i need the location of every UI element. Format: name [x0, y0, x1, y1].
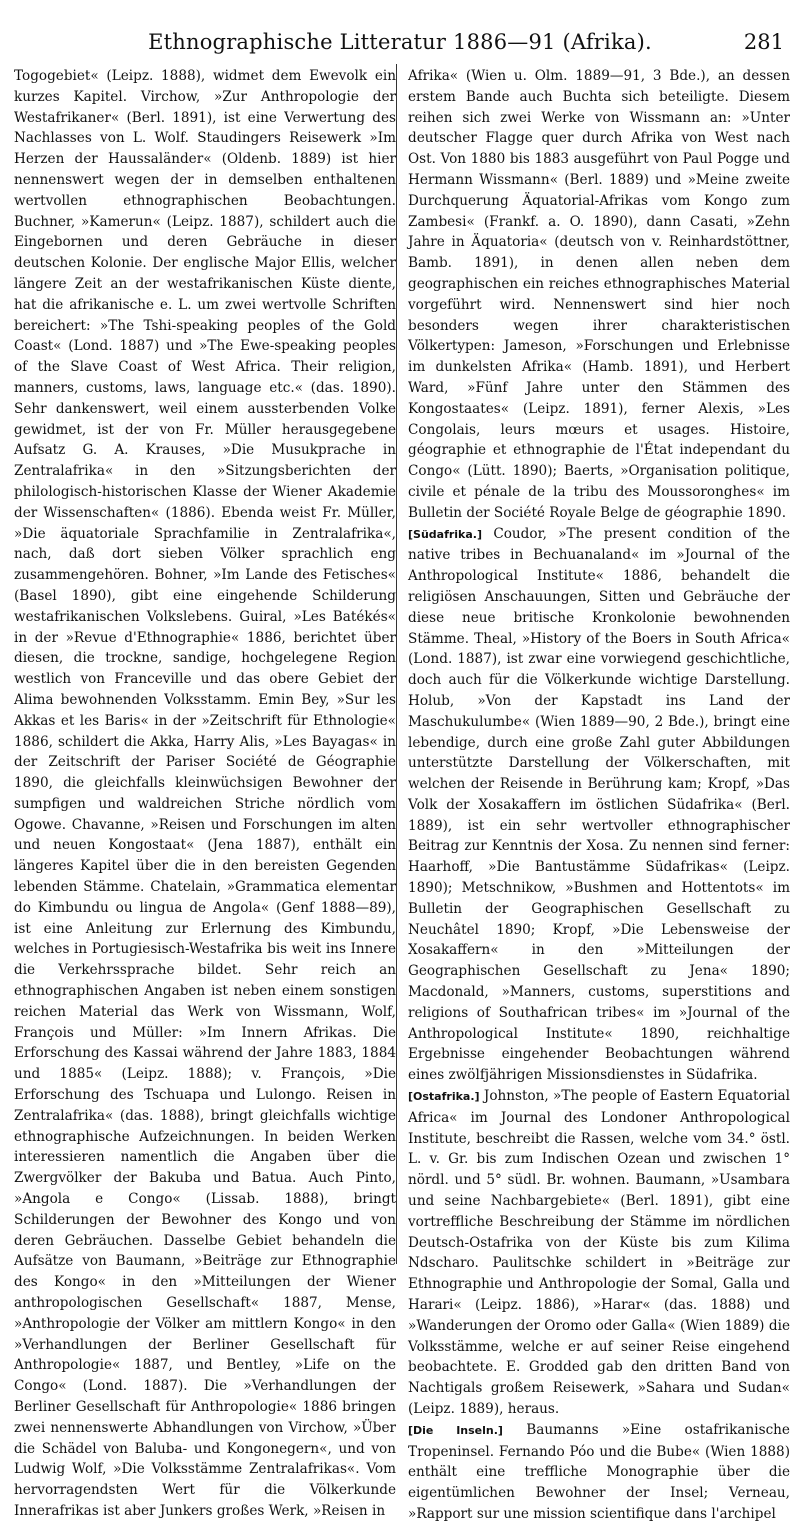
page-number: 281: [743, 30, 784, 54]
paragraph-text: Johnston, »The people of Eastern Equatorial Africa« im Journal des Londoner Anthropological Institute, beschreibt die Rassen, welche vom 34.° östl. L. v. Gr. bis zum Indischen Ozean und zwischen 1° nördl. und 5° südl. Br. wohnen. Baumann, »Usambara und seine Nachbargebiete« (Berl. 1891), gibt eine vortreffliche Beschreibung der Stämme im nördlichen Deutsch-Ostafrika von der Küste bis zum Kilima Ndscharo. Paulitschke schildert in »Beiträge zur Ethnographie und Anthropologie der Somal, Galla und Harari« (Leipz. 1886), »Harar« (das. 1888) und »Wanderungen der Oromo oder Galla« (Wien 1889) die Volksstämme, welche er auf seiner Reise eingehend beobachtete. E. Grodded gab den dritten Band von Nachtigals großem Reisewerk, »Sahara und Sudan« (Leipz. 1889), heraus.: [408, 1088, 790, 1417]
paragraph-text: Afrika« (Wien u. Olm. 1889—91, 3 Bde.), an dessen erstem Bande auch Buchta sich beteiligte. Diesem reihen sich zwei Werke von Wissmann an: »Unter deutscher Flagge quer durch Afrika von West nach Ost. Von 1880 bis 1883 ausgeführt von Paul Pogge und Hermann Wissmann« (Berl. 1889) und »Meine zweite Durchquerung Äquatorial-Afrikas vom Kongo zum Zambesi« (Frankf. a. O. 1890), dann Casati, »Zehn Jahre in Äquatoria« (deutsch von v. Reinhardstöttner, Bamb. 1891), in denen allen neben dem geographischen ein reiches ethnographisches Material vorgeführt wird. Nennenswert sind hier noch besonders wegen ihrer charakteristischen Völkertypen: Jameson, »Forschungen und Erlebnisse im dunkelsten Afrika« (Hamb. 1891), und Herbert Ward, »Fünf Jahre unter den Stämmen des Kongostaates« (Leipz. 1891), ferner Alexis, »Les Congolais, leurs mœurs et usages. Histoire, géographie et ethnographie de l'État independant du Congo« (Lütt. 1890); Baerts, »Organisation politique, civile et pénale de la tribu des Moussoronghes« im Bulletin der Société Royale Belge de géographie 1890.: [408, 68, 790, 521]
running-title: Ethnographische Litteratur 1886—91 (Afrika).: [148, 30, 652, 54]
paragraph: Togogebiet« (Leipz. 1888), widmet dem Ewevolk ein kurzes Kapitel. Virchow, »Zur Anthropologie der Westafrikaner« (Berl. 1891), ist eine Verwertung des Nachlasses von L. Wolf. Staudingers Reisewerk »Im Herzen der Haussaländer« (Oldenb. 1889) ist hier nennenswert wegen der in demselben enthaltenen wertvollen ethnographischen Beobachtungen. Buchner, »Kamerun« (Leipz. 1887), schildert auch die Eingebornen und deren Gebräuche in dieser deutschen Kolonie. Der englische Major Ellis, welcher längere Zeit an der westafrikanischen Küste diente, hat die afrikanische e. L. um zwei wertvolle Schriften bereichert: »The Tshi-speaking peoples of the Gold Coast« (Lond. 1887) und »The Ewe-speaking peoples of the Slave Coast of West Africa. Their religion, manners, customs, laws, language etc.« (das. 1890). Sehr dankenswert, weil einem aussterbenden Volke gewidmet, ist der von Fr. Müller herausgegebene Aufsatz G. A. Krauses, »Die Musukprache in Zentralafrika« in den »Sitzungsberichten der philologisch-historischen Klasse der Wiener Akademie der Wissenschaften« (1886). Ebenda weist Fr. Müller, »Die äquatoriale Sprachfamilie in Zentralafrika«, nach, daß dort sieben Völker sprachlich eng zusammengehören. Bohner, »Im Lande des Fetisches« (Basel 1890), gibt eine eingehende Schilderung westafrikanischen Volkslebens. Guiral, »Les Batékés« in der »Revue d'Ethnographie« 1886, berichtet über diesen, die trockne, sandige, hochgelegene Region westlich von Franceville und das obere Gebiet der Alima bewohnenden Volksstamm. Emin Bey, »Sur les Akkas et les Baris« in der »Zeitschrift für Ethnologie« 1886, schildert die Akka, Harry Alis, »Les Bayagas« in der Zeitschrift der Pariser Société de Géographie 1890, die gleichfalls kleinwüchsigen Bewohner der sumpfigen und waldreichen Striche nördlich vom Ogowe. Chavanne, »Reisen und Forschungen im alten und neuen Kongostaat« (Jena 1887), enthält ein längeres Kapitel über die in den bereisten Gegenden lebenden Stämme. Chatelain, »Grammatica elementar do Kimbundu ou lingua de Angola« (Genf 1888—89), ist eine Anleitung zur Erlernung des Kimbundu, welches in Portugiesisch-Westafrika bis weit ins Innere die Verkehrssprache bildet. Sehr reich an ethnographischen Angaben ist neben einem sonstigen reichen Material das Werk von Wissmann, Wolf, François und Müller: »Im Innern Afrikas. Die Erforschung des Kassai während der Jahre 1883, 1884 und 1885« (Leipz. 1888); v. François, »Die Erforschung des Tschuapa und Lulongo. Reisen in Zentralafrika« (das. 1888), bringt gleichfalls wichtige ethnographische Aufzeichnungen. In beiden Werken interessieren namentlich die Angaben über die Zwergvölker der Bakuba und Batua. Auch Pinto, »Angola e Congo« (Lissab. 1888), bringt Schilderungen der Bewohner des Kongo und von deren Gebräuchen. Dasselbe Gebiet behandeln die Aufsätze von Baumann, »Beiträge zur Ethnographie des Kongo« in den »Mitteilungen der Wiener anthropologischen Gesellschaft« 1887, Mense, »Anthropologie der Völker am mittlern Kongo« in den »Verhandlungen der Berliner Gesellschaft für Anthropologie« 1887, und Bentley, »Life on the Congo« (Lond. 1887). Die »Verhandlungen der Berliner Gesellschaft für Anthropologie« 1886 bringen zwei nennenswerte Abhandlungen von Virchow, »Über die Schädel von Baluba- und Kongonegern«, und von Ludwig Wolf, »Die Volksstämme Zentralafrikas«. Vom hervorragendsten Wert für die Völkerkunde Innerafrikas ist aber Junkers großes Werk, »Reisen in: [14, 68, 396, 1519]
section-label: [Südafrika.]: [408, 527, 483, 541]
paragraph: [408, 524, 790, 1087]
page-header: [10, 30, 790, 60]
paragraph-text: Baumanns »Eine ostafrikanische Tropeninsel. Fernando Póo und die Bube« (Wien 1888) enthält eine treffliche Monographie über die eigentümlichen Bewohner der Insel; Verneau, »Rapport sur une mission scientifique dans l'archipel: [408, 1421, 790, 1522]
left-column: [14, 66, 396, 1522]
section-label: [Ostafrika.]: [408, 1090, 480, 1104]
paragraph: [408, 66, 790, 524]
paragraph-text: Coudor, »The present condition of the native tribes in Bechuanaland« im »Journal of the Anthropological Institute« 1886, behandelt die religiösen Anschauungen, Sitten und Gebräuche der diese neue britische Kronkolonie bewohnenden Stämme. Theal, »History of the Boers in South Africa« (Lond. 1887), ist zwar eine vorwiegend geschichtliche, doch auch für die Völkerkunde wichtige Darstellung. Holub, »Von der Kapstadt ins Land der Maschukulumbe« (Wien 1889—90, 2 Bde.), bringt eine lebendige, durch eine große Zahl guter Abbildungen unterstützte Darstellung der Völkerschaften, mit welchen der Reisende in Berührung kam; Kropf, »Das Volk der Xosakaffern im östlichen Südafrika« (Berl. 1889), ist ein sehr wertvoller ethnographischer Beitrag zur Kenntnis der Xosa. Zu nennen sind ferner: Haarhoff, »Die Bantustämme Südafrikas« (Leipz. 1890); Metschnikow, »Bushmen and Hottentots« im Bulletin der Geographischen Gesellschaft zu Neuchâtel 1890; Kropf, »Die Lebensweise der Xosakaffern« in den »Mitteilungen der Geographischen Gesellschaft zu Jena« 1890; Macdonald, »Manners, customs, superstitions and religions of Southafrican tribes« im »Journal of the Anthropological Institute« 1890, reichhaltige Ergebnisse eingehender Beobachtungen während eines zwölfjährigen Missionsdienstes in Südafrika.: [408, 525, 790, 1084]
paragraph: [408, 1086, 790, 1420]
paragraph: [408, 1420, 790, 1525]
section-label: [Die Inseln.]: [408, 1423, 503, 1437]
right-column: [408, 66, 790, 1525]
column-divider: [396, 64, 397, 1264]
